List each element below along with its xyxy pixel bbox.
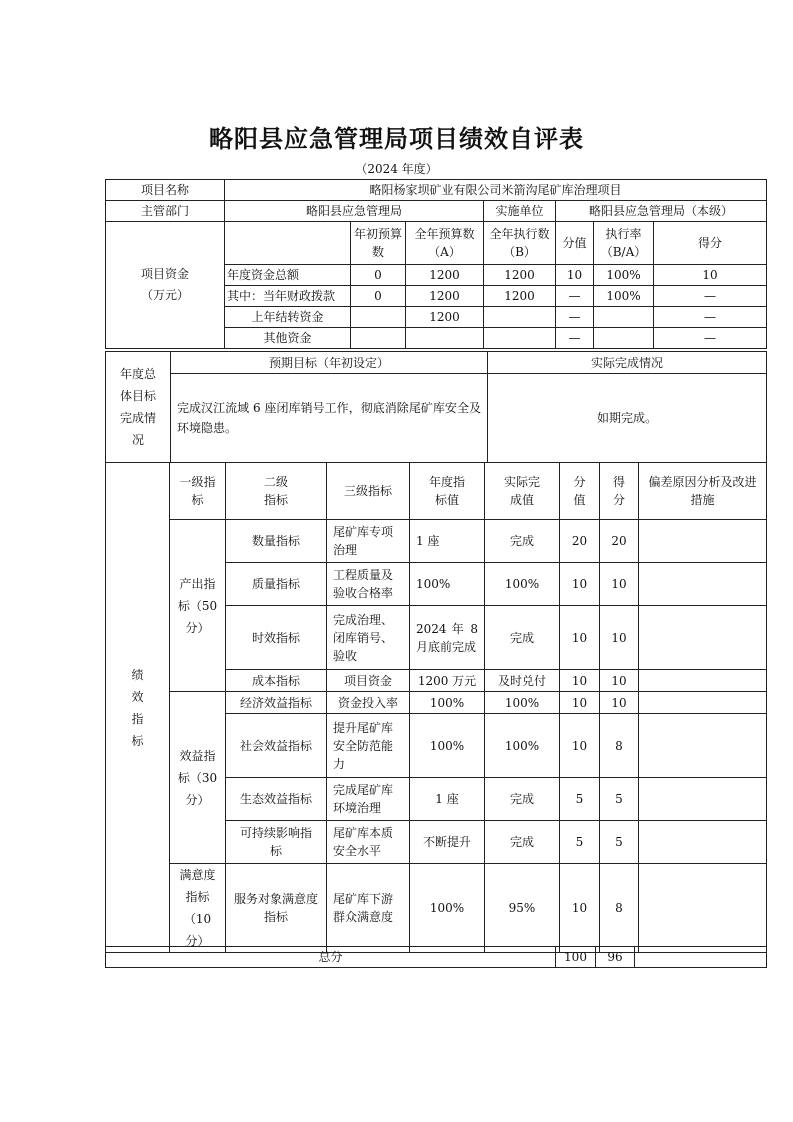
- indicator-actual: 完成: [485, 606, 560, 670]
- group-satisfaction: 满意度指标（10分）: [170, 864, 226, 953]
- indicator-weight: 10: [560, 670, 600, 692]
- header-target: 年度指标值: [410, 463, 485, 520]
- total-label: 总分: [106, 947, 556, 968]
- total-remark: [635, 947, 767, 968]
- indicator-l3: 完成尾矿库环境治理: [327, 778, 410, 821]
- project-name: 略阳杨家坝矿业有限公司米箭沟尾矿库治理项目: [225, 180, 767, 201]
- fund-row-budget: 1200: [406, 307, 484, 328]
- project-info-table: [105, 179, 767, 349]
- indicator-actual: 及时兑付: [485, 670, 560, 692]
- fund-row-rate: 100%: [594, 286, 654, 307]
- goals-label: 年度总体目标完成情况: [106, 352, 171, 463]
- indicator-score: 8: [600, 714, 639, 778]
- indicator-l3: 尾矿库专项治理: [327, 520, 410, 563]
- indicator-target: 100%: [410, 864, 485, 953]
- indicator-target: 不断提升: [410, 821, 485, 864]
- indicator-actual: 100%: [485, 563, 560, 606]
- funds-label: [106, 222, 225, 349]
- indicator-score: 5: [600, 821, 639, 864]
- indicator-l3: 项目资金: [327, 670, 410, 692]
- indicator-target: 100%: [410, 563, 485, 606]
- header-weight: 分值: [560, 463, 600, 520]
- indicator-l2: 社会效益指标: [226, 714, 327, 778]
- fund-row-name: 年度资金总额: [225, 265, 351, 286]
- indicator-weight: 10: [560, 864, 600, 953]
- indicator-score: 10: [600, 606, 639, 670]
- indicator-score: 10: [600, 563, 639, 606]
- col-budget: 全年预算数（A）: [406, 222, 484, 265]
- fund-row-init: 0: [351, 286, 406, 307]
- fund-row-rate: [594, 328, 654, 349]
- indicator-target: 100%: [410, 714, 485, 778]
- indicator-actual: 完成: [485, 520, 560, 563]
- col-score: 得分: [654, 222, 767, 265]
- total-weight: 100: [556, 947, 596, 968]
- indicator-l3: 提升尾矿库安全防范能力: [327, 714, 410, 778]
- fund-row-rate: [594, 307, 654, 328]
- total-score: 96: [596, 947, 635, 968]
- indicator-actual: 100%: [485, 714, 560, 778]
- actual-header: 实际完成情况: [488, 352, 767, 374]
- indicator-l2: 质量指标: [226, 563, 327, 606]
- header-l3: 三级指标: [327, 463, 410, 520]
- fund-row-score: —: [654, 328, 767, 349]
- fund-row-name: 其中：当年财政拨款: [225, 286, 351, 307]
- indicator-target: 100%: [410, 692, 485, 714]
- indicator-target: 1 座: [410, 520, 485, 563]
- indicator-weight: 5: [560, 778, 600, 821]
- indicator-l2: 可持续影响指标: [226, 821, 327, 864]
- indicator-weight: 10: [560, 606, 600, 670]
- dept-label: 主管部门: [106, 201, 225, 222]
- indicator-weight: 5: [560, 821, 600, 864]
- actual-result: 如期完成。: [488, 374, 767, 463]
- report-year: （2024 年度）: [355, 162, 438, 176]
- indicator-score: 8: [600, 864, 639, 953]
- indicator-remark: [639, 821, 767, 864]
- indicator-remark: [639, 864, 767, 953]
- indicator-score: 5: [600, 778, 639, 821]
- col-rate: 执行率（B/A）: [594, 222, 654, 265]
- fund-row-exec: 1200: [484, 286, 556, 307]
- indicator-remark: [639, 670, 767, 692]
- funds-label-line1: 项目资金: [140, 267, 189, 281]
- indicator-weight: 20: [560, 520, 600, 563]
- col-weight: 分值: [556, 222, 594, 265]
- project-name-label: 项目名称: [106, 180, 225, 201]
- indicator-l3: 尾矿库本质安全水平: [327, 821, 410, 864]
- page-title: 略阳县应急管理局项目绩效自评表: [209, 125, 584, 153]
- indicator-l3: 资金投入率: [327, 692, 410, 714]
- col-init: 年初预算数: [351, 222, 406, 265]
- header-actual: 实际完成值: [485, 463, 560, 520]
- col-exec: 全年执行数（B）: [484, 222, 556, 265]
- fund-row-weight: —: [556, 328, 594, 349]
- fund-row-exec: [484, 328, 556, 349]
- funds-label-line2: （万元）: [140, 288, 189, 302]
- indicator-l2: 经济效益指标: [226, 692, 327, 714]
- indicator-weight: 10: [560, 563, 600, 606]
- fund-row-init: [351, 307, 406, 328]
- header-l2: 二级指标: [226, 463, 327, 520]
- fund-row-score: 10: [654, 265, 767, 286]
- indicator-actual: 完成: [485, 821, 560, 864]
- indicator-remark: [639, 692, 767, 714]
- indicator-l2: 成本指标: [226, 670, 327, 692]
- goals-table: [105, 351, 767, 463]
- indicator-score: 10: [600, 692, 639, 714]
- group-output: 产出指标（50分）: [170, 520, 226, 692]
- indicator-l2: 生态效益指标: [226, 778, 327, 821]
- indicator-score: 10: [600, 670, 639, 692]
- indicator-l3: 完成治理、闭库销号、验收: [327, 606, 410, 670]
- group-benefit: 效益指标（30分）: [170, 692, 226, 864]
- indicator-l3: 尾矿库下游群众满意度: [327, 864, 410, 953]
- indicators-table: [105, 462, 767, 953]
- fund-row-budget: 1200: [406, 286, 484, 307]
- fund-row-init: [351, 328, 406, 349]
- indicator-target: 1200 万元: [410, 670, 485, 692]
- fund-row-score: —: [654, 286, 767, 307]
- indicator-target: 2024 年 8 月底前完成: [410, 606, 485, 670]
- fund-row-name: 其他资金: [225, 328, 351, 349]
- total-table: [105, 946, 767, 968]
- header-l1: 一级指标: [170, 463, 226, 520]
- indicator-remark: [639, 563, 767, 606]
- fund-row-exec: [484, 307, 556, 328]
- indicator-remark: [639, 778, 767, 821]
- indicator-actual: 完成: [485, 778, 560, 821]
- fund-row-budget: 1200: [406, 265, 484, 286]
- fund-row-weight: —: [556, 286, 594, 307]
- fund-row-weight: 10: [556, 265, 594, 286]
- dept-value: 略阳县应急管理局: [225, 201, 484, 222]
- fund-row-init: 0: [351, 265, 406, 286]
- indicator-remark: [639, 520, 767, 563]
- fund-row-score: —: [654, 307, 767, 328]
- indicator-weight: 10: [560, 692, 600, 714]
- indicators-label: 绩效指标: [106, 463, 170, 953]
- fund-row-budget: [406, 328, 484, 349]
- indicator-weight: 10: [560, 714, 600, 778]
- indicator-score: 20: [600, 520, 639, 563]
- funds-blank-header: [225, 222, 351, 265]
- impl-value: 略阳县应急管理局（本级）: [556, 201, 767, 222]
- indicator-actual: 95%: [485, 864, 560, 953]
- fund-row-rate: 100%: [594, 265, 654, 286]
- indicator-l2: 时效指标: [226, 606, 327, 670]
- fund-row-weight: —: [556, 307, 594, 328]
- indicator-l3: 工程质量及验收合格率: [327, 563, 410, 606]
- indicator-target: 1 座: [410, 778, 485, 821]
- indicator-l2: 数量指标: [226, 520, 327, 563]
- indicator-remark: [639, 606, 767, 670]
- expected-header: 预期目标（年初设定）: [171, 352, 488, 374]
- header-remark: 偏差原因分析及改进措施: [639, 463, 767, 520]
- indicator-remark: [639, 714, 767, 778]
- expected-goal: 完成汉江流域 6 座闭库销号工作，彻底消除尾矿库安全及环境隐患。: [171, 374, 488, 463]
- impl-label: 实施单位: [484, 201, 556, 222]
- fund-row-name: 上年结转资金: [225, 307, 351, 328]
- indicator-actual: 100%: [485, 692, 560, 714]
- fund-row-exec: 1200: [484, 265, 556, 286]
- indicator-l2: 服务对象满意度指标: [226, 864, 327, 953]
- header-score: 得分: [600, 463, 639, 520]
